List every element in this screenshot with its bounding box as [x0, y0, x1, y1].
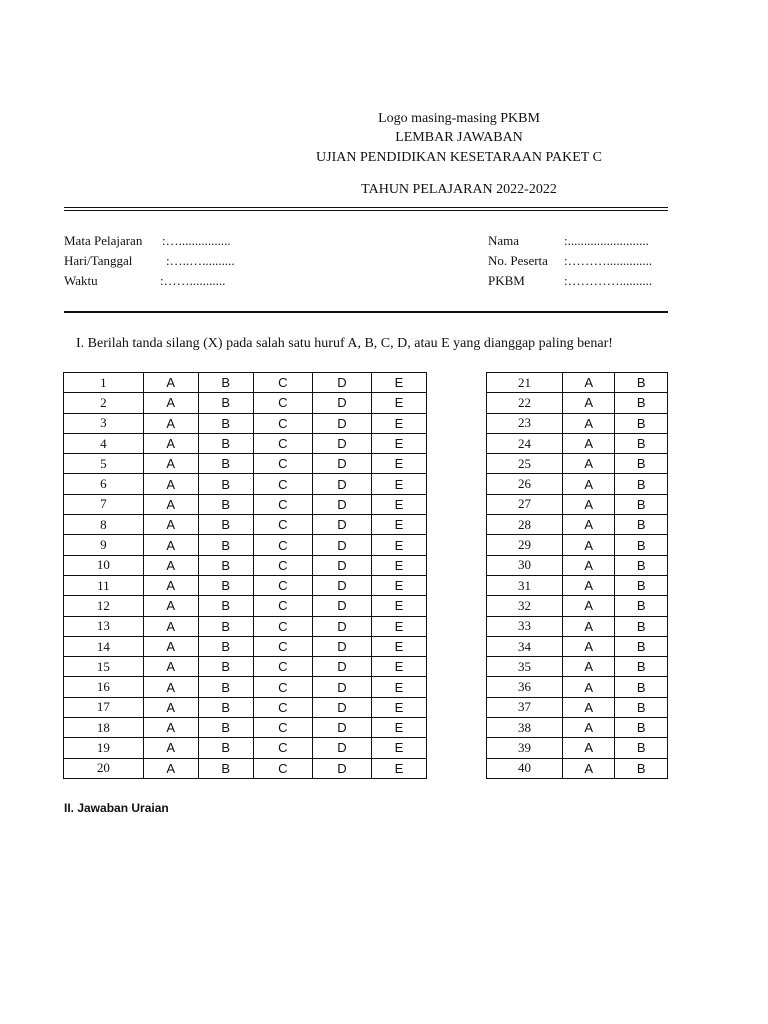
answer-option-b[interactable]: B [615, 616, 668, 636]
answer-option-a[interactable]: A [562, 596, 615, 616]
answer-option-a[interactable]: A [143, 718, 198, 738]
answer-option-a[interactable]: A [562, 515, 615, 535]
question-number: 27 [487, 494, 563, 514]
answer-option-a[interactable]: A [562, 494, 615, 514]
info-label: PKBM [488, 273, 525, 288]
answer-option-a[interactable]: A [562, 433, 615, 453]
question-number: 37 [487, 697, 563, 717]
question-number: 22 [487, 393, 563, 413]
question-number: 11 [64, 575, 144, 595]
answer-option-b[interactable]: B [198, 718, 253, 738]
question-number: 39 [487, 738, 563, 758]
answer-option-a[interactable]: A [143, 575, 198, 595]
answer-option-b[interactable]: B [615, 535, 668, 555]
answer-row [487, 494, 668, 514]
answer-option-c[interactable]: C [253, 373, 312, 393]
answer-option-a[interactable]: A [143, 555, 198, 575]
answer-option-a[interactable]: A [562, 718, 615, 738]
answer-option-a[interactable]: A [143, 697, 198, 717]
answer-option-a[interactable]: A [143, 738, 198, 758]
answer-option-e[interactable]: E [371, 393, 426, 413]
question-number: 8 [64, 515, 144, 535]
answer-row [487, 535, 668, 555]
header-logo-line: Logo masing-masing PKBM [378, 111, 540, 126]
answer-option-d[interactable]: D [312, 697, 371, 717]
answer-option-d[interactable]: D [312, 677, 371, 697]
answer-option-a[interactable]: A [562, 738, 615, 758]
info-label: Mata Pelajaran [64, 233, 143, 248]
answer-option-e[interactable]: E [371, 697, 426, 717]
answer-row [487, 474, 668, 494]
answer-option-b[interactable]: B [198, 616, 253, 636]
question-number: 35 [487, 657, 563, 677]
answer-option-b[interactable]: B [615, 555, 668, 575]
answer-row [487, 636, 668, 656]
question-number: 14 [64, 636, 144, 656]
answer-row [487, 515, 668, 535]
answer-option-c[interactable]: C [253, 433, 312, 453]
answer-option-a[interactable]: A [562, 535, 615, 555]
answer-option-c[interactable]: C [253, 657, 312, 677]
answer-option-c[interactable]: C [253, 596, 312, 616]
answer-row [64, 697, 427, 717]
question-number: 30 [487, 555, 563, 575]
answer-option-a[interactable]: A [143, 454, 198, 474]
question-number: 4 [64, 433, 144, 453]
answer-option-e[interactable]: E [371, 515, 426, 535]
answer-row [487, 413, 668, 433]
answer-row [487, 697, 668, 717]
answer-option-e[interactable]: E [371, 718, 426, 738]
answer-option-c[interactable]: C [253, 535, 312, 555]
answer-option-d[interactable]: D [312, 718, 371, 738]
answer-option-b[interactable]: B [198, 697, 253, 717]
question-number: 24 [487, 433, 563, 453]
header-exam-name: UJIAN PENDIDIKAN KESETARAAN PAKET C [316, 150, 602, 165]
answer-option-d[interactable]: D [312, 413, 371, 433]
answer-option-a[interactable]: A [562, 616, 615, 636]
question-number: 20 [64, 758, 144, 778]
answer-option-a[interactable]: A [562, 413, 615, 433]
answer-option-c[interactable]: C [253, 515, 312, 535]
answer-option-a[interactable]: A [143, 373, 198, 393]
answer-row [487, 575, 668, 595]
answer-option-e[interactable]: E [371, 636, 426, 656]
answer-option-b[interactable]: B [615, 677, 668, 697]
question-number: 16 [64, 677, 144, 697]
answer-option-a[interactable]: A [143, 433, 198, 453]
answer-option-b[interactable]: B [198, 758, 253, 778]
answer-option-c[interactable]: C [253, 454, 312, 474]
info-nama [488, 233, 649, 249]
question-number: 33 [487, 616, 563, 636]
answer-option-b[interactable]: B [198, 535, 253, 555]
answer-option-a[interactable]: A [562, 657, 615, 677]
answer-option-b[interactable]: B [615, 433, 668, 453]
answer-option-a[interactable]: A [562, 575, 615, 595]
answer-option-b[interactable]: B [615, 718, 668, 738]
question-number: 5 [64, 454, 144, 474]
answer-option-c[interactable]: C [253, 474, 312, 494]
info-value: :……........... [160, 273, 226, 288]
instruction-text: I. Berilah tanda silang (X) pada salah satu huruf A, B, C, D, atau E yang dianggap paling benar! [76, 336, 613, 351]
answer-row [64, 474, 427, 494]
answer-option-b[interactable]: B [198, 433, 253, 453]
question-number: 17 [64, 697, 144, 717]
answer-row [64, 373, 427, 393]
answer-option-a[interactable]: A [143, 474, 198, 494]
answer-option-c[interactable]: C [253, 738, 312, 758]
answer-option-d[interactable]: D [312, 616, 371, 636]
answer-option-b[interactable]: B [615, 758, 668, 778]
question-number: 6 [64, 474, 144, 494]
answer-option-e[interactable]: E [371, 738, 426, 758]
answer-row [64, 555, 427, 575]
question-number: 31 [487, 575, 563, 595]
answer-option-e[interactable]: E [371, 596, 426, 616]
answer-option-d[interactable]: D [312, 474, 371, 494]
answer-option-b[interactable]: B [615, 575, 668, 595]
answer-option-e[interactable]: E [371, 454, 426, 474]
question-number: 7 [64, 494, 144, 514]
answer-option-b[interactable]: B [615, 373, 668, 393]
answer-option-a[interactable]: A [143, 494, 198, 514]
answer-option-d[interactable]: D [312, 494, 371, 514]
answer-option-c[interactable]: C [253, 758, 312, 778]
answer-option-b[interactable]: B [198, 454, 253, 474]
answer-table-left [63, 372, 427, 779]
answer-row [64, 636, 427, 656]
answer-row [487, 718, 668, 738]
header-academic-year: TAHUN PELAJARAN 2022-2022 [361, 182, 557, 197]
answer-option-a[interactable]: A [143, 596, 198, 616]
info-value: :………….......... [564, 273, 653, 288]
answer-option-a[interactable]: A [562, 373, 615, 393]
question-number: 18 [64, 718, 144, 738]
answer-option-c[interactable]: C [253, 393, 312, 413]
info-mata-pelajaran [64, 233, 231, 249]
answer-option-a[interactable]: A [562, 636, 615, 656]
answer-option-a[interactable]: A [143, 413, 198, 433]
info-no-peserta [488, 253, 652, 269]
question-number: 9 [64, 535, 144, 555]
question-number: 15 [64, 657, 144, 677]
answer-row [64, 616, 427, 636]
answer-option-a[interactable]: A [562, 555, 615, 575]
answer-option-d[interactable]: D [312, 657, 371, 677]
info-label: Waktu [64, 273, 98, 288]
answer-option-b[interactable]: B [198, 738, 253, 758]
header-double-divider [64, 207, 668, 211]
question-number: 13 [64, 616, 144, 636]
answer-option-b[interactable]: B [615, 494, 668, 514]
answer-row [64, 575, 427, 595]
question-number: 12 [64, 596, 144, 616]
answer-option-d[interactable]: D [312, 515, 371, 535]
answer-row [487, 616, 668, 636]
answer-row [487, 454, 668, 474]
answer-option-e[interactable]: E [371, 535, 426, 555]
question-number: 29 [487, 535, 563, 555]
answer-option-a[interactable]: A [143, 636, 198, 656]
question-number: 1 [64, 373, 144, 393]
question-number: 34 [487, 636, 563, 656]
answer-option-c[interactable]: C [253, 677, 312, 697]
answer-option-e[interactable]: E [371, 758, 426, 778]
question-number: 21 [487, 373, 563, 393]
answer-option-a[interactable]: A [143, 535, 198, 555]
answer-option-b[interactable]: B [198, 555, 253, 575]
answer-option-b[interactable]: B [615, 515, 668, 535]
info-value: :……….............. [564, 253, 653, 268]
answer-option-b[interactable]: B [198, 413, 253, 433]
answer-option-a[interactable]: A [143, 515, 198, 535]
section-essay-title: II. Jawaban Uraian [64, 801, 169, 815]
answer-option-b[interactable]: B [198, 494, 253, 514]
info-label: Nama [488, 233, 520, 248]
answer-row [64, 758, 427, 778]
answer-option-d[interactable]: D [312, 535, 371, 555]
answer-option-d[interactable]: D [312, 393, 371, 413]
answer-option-c[interactable]: C [253, 636, 312, 656]
answer-option-c[interactable]: C [253, 718, 312, 738]
answer-option-b[interactable]: B [198, 636, 253, 656]
info-waktu [64, 273, 225, 289]
answer-option-e[interactable]: E [371, 413, 426, 433]
answer-row [64, 718, 427, 738]
answer-row [64, 454, 427, 474]
answer-option-d[interactable]: D [312, 596, 371, 616]
info-hari-tanggal [64, 253, 235, 269]
answer-option-a[interactable]: A [562, 454, 615, 474]
answer-option-b[interactable]: B [615, 413, 668, 433]
answer-table-right [486, 372, 668, 779]
answer-row [64, 494, 427, 514]
answer-option-e[interactable]: E [371, 373, 426, 393]
answer-row [487, 373, 668, 393]
answer-option-d[interactable]: D [312, 433, 371, 453]
question-number: 40 [487, 758, 563, 778]
answer-option-d[interactable]: D [312, 555, 371, 575]
answer-option-b[interactable]: B [198, 677, 253, 697]
answer-option-b[interactable]: B [198, 515, 253, 535]
answer-row [487, 738, 668, 758]
answer-option-d[interactable]: D [312, 758, 371, 778]
info-label: Hari/Tanggal [64, 253, 133, 268]
answer-row [487, 657, 668, 677]
answer-option-a[interactable]: A [562, 474, 615, 494]
answer-option-a[interactable]: A [562, 697, 615, 717]
answer-option-e[interactable]: E [371, 677, 426, 697]
question-number: 38 [487, 718, 563, 738]
answer-option-b[interactable]: B [198, 474, 253, 494]
info-value: :…................ [162, 233, 231, 248]
question-number: 26 [487, 474, 563, 494]
info-divider [64, 311, 668, 313]
answer-option-b[interactable]: B [615, 636, 668, 656]
answer-option-b[interactable]: B [198, 596, 253, 616]
answer-option-a[interactable]: A [562, 393, 615, 413]
answer-option-c[interactable]: C [253, 555, 312, 575]
info-value: :…..….......... [166, 253, 235, 268]
answer-row [487, 433, 668, 453]
answer-option-b[interactable]: B [615, 393, 668, 413]
answer-row [64, 596, 427, 616]
answer-option-e[interactable]: E [371, 474, 426, 494]
question-number: 32 [487, 596, 563, 616]
header-title: LEMBAR JAWABAN [395, 130, 523, 145]
answer-option-b[interactable]: B [198, 393, 253, 413]
question-number: 10 [64, 555, 144, 575]
info-label: No. Peserta [488, 253, 548, 268]
info-value: :......................... [564, 233, 649, 248]
answer-option-b[interactable]: B [198, 373, 253, 393]
answer-option-b[interactable]: B [615, 657, 668, 677]
answer-option-a[interactable]: A [562, 677, 615, 697]
answer-option-a[interactable]: A [143, 657, 198, 677]
answer-option-a[interactable]: A [143, 758, 198, 778]
answer-option-e[interactable]: E [371, 433, 426, 453]
answer-option-d[interactable]: D [312, 454, 371, 474]
answer-row [64, 433, 427, 453]
answer-option-c[interactable]: C [253, 413, 312, 433]
answer-option-d[interactable]: D [312, 636, 371, 656]
answer-option-e[interactable]: E [371, 575, 426, 595]
answer-row [487, 393, 668, 413]
answer-row [64, 413, 427, 433]
answer-row [64, 738, 427, 758]
question-number: 23 [487, 413, 563, 433]
answer-option-c[interactable]: C [253, 494, 312, 514]
answer-row [487, 555, 668, 575]
answer-option-a[interactable]: A [143, 393, 198, 413]
question-number: 2 [64, 393, 144, 413]
question-number: 36 [487, 677, 563, 697]
answer-row [487, 758, 668, 778]
answer-row [487, 596, 668, 616]
answer-option-a[interactable]: A [562, 758, 615, 778]
answer-option-c[interactable]: C [253, 575, 312, 595]
answer-option-e[interactable]: E [371, 555, 426, 575]
answer-option-c[interactable]: C [253, 697, 312, 717]
answer-option-e[interactable]: E [371, 494, 426, 514]
answer-option-e[interactable]: E [371, 657, 426, 677]
question-number: 28 [487, 515, 563, 535]
answer-option-a[interactable]: A [143, 677, 198, 697]
answer-option-c[interactable]: C [253, 616, 312, 636]
answer-option-d[interactable]: D [312, 575, 371, 595]
answer-option-d[interactable]: D [312, 738, 371, 758]
answer-option-b[interactable]: B [615, 454, 668, 474]
answer-row [64, 677, 427, 697]
answer-option-e[interactable]: E [371, 616, 426, 636]
answer-option-a[interactable]: A [143, 616, 198, 636]
answer-row [64, 535, 427, 555]
info-pkbm [488, 273, 652, 289]
answer-option-b[interactable]: B [198, 575, 253, 595]
answer-option-b[interactable]: B [615, 738, 668, 758]
answer-row [64, 515, 427, 535]
question-number: 25 [487, 454, 563, 474]
answer-option-b[interactable]: B [615, 596, 668, 616]
answer-option-b[interactable]: B [198, 657, 253, 677]
answer-row [64, 657, 427, 677]
answer-row [487, 677, 668, 697]
question-number: 19 [64, 738, 144, 758]
question-number: 3 [64, 413, 144, 433]
answer-option-b[interactable]: B [615, 697, 668, 717]
answer-row [64, 393, 427, 413]
answer-option-b[interactable]: B [615, 474, 668, 494]
answer-option-d[interactable]: D [312, 373, 371, 393]
